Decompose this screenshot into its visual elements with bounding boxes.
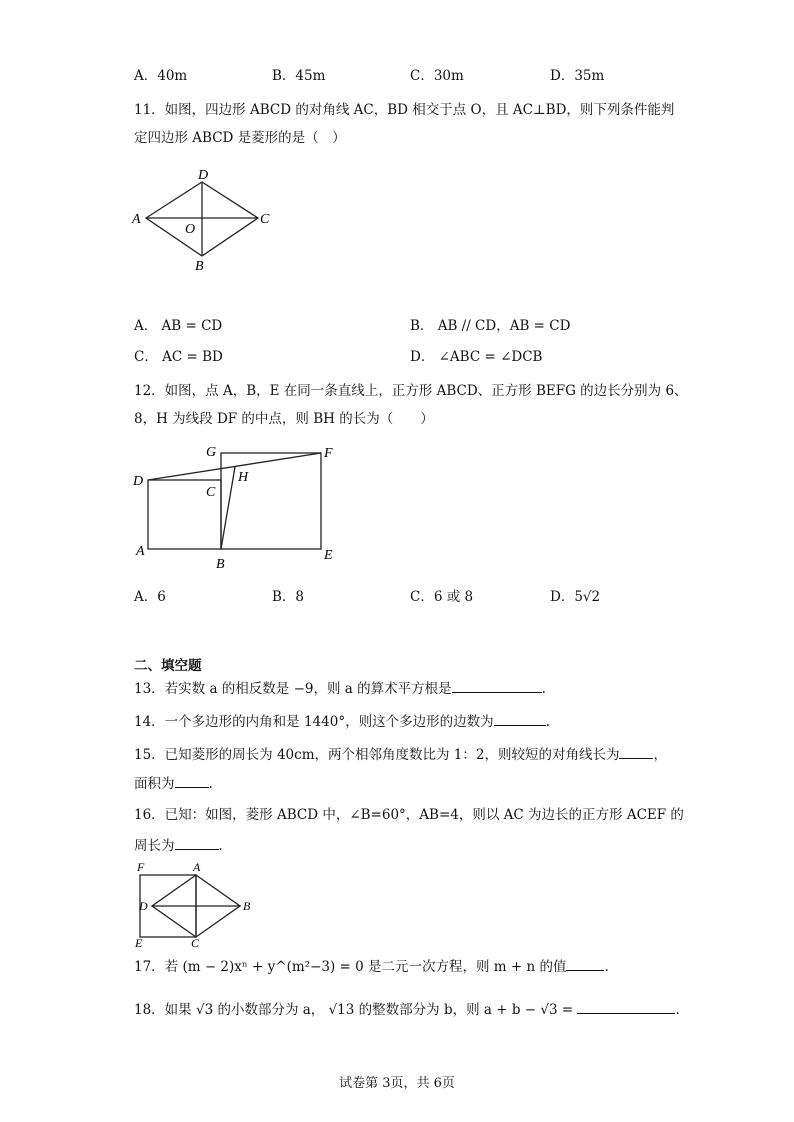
- q12-option-c: C．6 或 8: [410, 589, 474, 605]
- q10-option-d: D．35m: [550, 68, 605, 84]
- q16-rhombus-square-figure: [128, 858, 268, 950]
- q11-option-b: B． AB // CD，AB = CD: [410, 318, 571, 334]
- label-a: A: [136, 544, 145, 559]
- q16-question-line1: 16．已知：如图，菱形 ABCD 中，∠B=60°，AB=4，则以 AC 为边长的正方形 ACEF 的: [134, 807, 684, 823]
- q15-diagonal-blank[interactable]: [619, 744, 653, 759]
- q18-question: 18．如果 √3 的小数部分为 a， √13 的整数部分为 b，则 a + b − √3 = .: [134, 999, 680, 1020]
- label-a: A: [132, 212, 141, 227]
- label-f: F: [137, 860, 145, 874]
- label-o: O: [185, 222, 196, 237]
- q15-area-blank[interactable]: [175, 773, 209, 788]
- q15-question-line1: 15．已知菱形的周长为 40cm，两个相邻角度数比为 1：2，则较短的对角线长为 ，: [134, 744, 667, 765]
- label-d: D: [133, 474, 144, 489]
- label-b: B: [243, 899, 251, 913]
- q11-question-line2: 定四边形 ABCD 是菱形的是（ ）: [134, 130, 346, 146]
- q10-option-b: B．45m: [272, 68, 326, 84]
- segment-bh: [221, 467, 235, 549]
- q16-answer-blank[interactable]: [175, 835, 219, 850]
- label-f: F: [324, 446, 333, 461]
- q12-option-d: D．5√2: [550, 589, 601, 605]
- label-c: C: [191, 936, 200, 950]
- q10-option-a: A．40m: [134, 68, 188, 84]
- page-footer: 试卷第 3页，共 6页: [339, 1076, 455, 1091]
- q16-question-line2: 周长为 .: [134, 835, 223, 856]
- q12-squares-figure: [128, 440, 348, 575]
- q10-option-c: C．30m: [410, 68, 464, 84]
- q13-question: 13．若实数 a 的相反数是 −9，则 a 的算术平方根是 .: [134, 678, 546, 699]
- q13-answer-blank[interactable]: [452, 678, 542, 693]
- q17-answer-blank[interactable]: [566, 956, 604, 971]
- label-h: H: [238, 470, 249, 485]
- q11-rhombus-figure: [128, 160, 278, 280]
- label-b: B: [195, 259, 204, 274]
- label-c: C: [206, 485, 216, 500]
- q11-option-c: C． AC = BD: [134, 349, 223, 365]
- label-e: E: [324, 548, 333, 563]
- label-d: D: [198, 168, 209, 183]
- square-befg: [221, 453, 321, 549]
- q14-answer-blank[interactable]: [494, 711, 546, 726]
- label-a: A: [193, 860, 201, 874]
- q12-question-line2: 8，H 为线段 DF 的中点，则 BH 的长为（ ）: [134, 411, 434, 427]
- label-b: B: [216, 557, 225, 572]
- label-e: E: [135, 936, 143, 950]
- q11-option-a: A． AB = CD: [134, 318, 223, 334]
- segment-df: [148, 453, 321, 480]
- q11-question-line1: 11．如图，四边形 ABCD 的对角线 AC，BD 相交于点 O，且 AC⊥BD，则下列条件能判: [134, 102, 675, 118]
- label-g: G: [206, 445, 217, 460]
- q12-question-line1: 12．如图，点 A，B，E 在同一条直线上，正方形 ABCD、正方形 BEFG 的边长分别为 6、: [134, 383, 688, 399]
- section-heading: 二、填空题: [134, 658, 202, 674]
- q14-question: 14．一个多边形的内角和是 1440°，则这个多边形的边数为 .: [134, 711, 550, 732]
- q17-question: 17．若 (m − 2)xⁿ + y^(m²−3) = 0 是二元一次方程，则 m + n 的值 .: [134, 956, 609, 977]
- q12-option-b: B．8: [272, 589, 305, 605]
- label-d: D: [139, 899, 148, 913]
- q12-option-a: A．6: [134, 589, 166, 605]
- q15-question-line2: 面积为 .: [134, 773, 213, 794]
- label-c: C: [260, 212, 270, 227]
- q11-option-d: D． ∠ABC = ∠DCB: [410, 349, 543, 365]
- q18-answer-blank[interactable]: [577, 999, 675, 1014]
